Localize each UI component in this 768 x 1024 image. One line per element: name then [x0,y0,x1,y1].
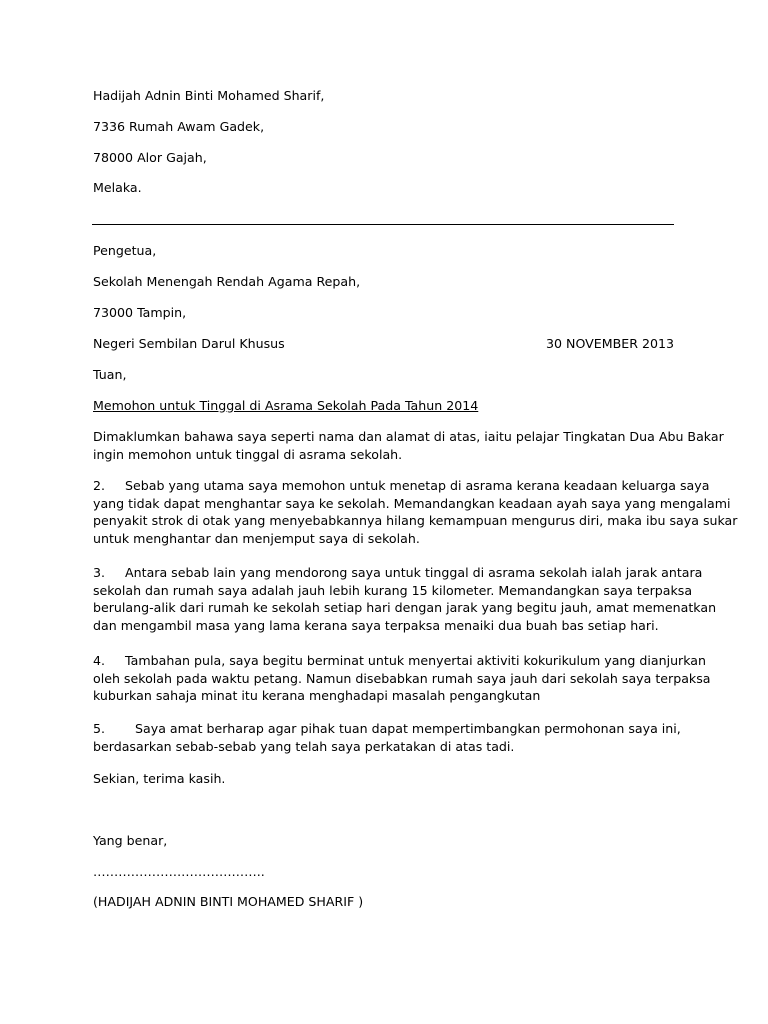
paragraph-1-line-2: ingin memohon untuk tinggal di asrama sekolah. [93,446,403,462]
recipient-title: Pengetua, [93,243,157,258]
signature-name: (HADIJAH ADNIN BINTI MOHAMED SHARIF ) [93,894,364,909]
recipient-postcode: 73000 Tampin, [93,305,187,320]
paragraph-5-number: 5. [93,721,106,736]
paragraph-5 [93,720,681,755]
separator-line [92,224,674,225]
paragraph-4 [93,652,711,705]
sender-state: Melaka. [93,180,142,195]
paragraph-2-line-1 [93,477,710,495]
paragraph-4-line-2: oleh sekolah pada waktu petang. Namun disebabkan rumah saya jauh dari sekolah saya terpaksa [93,670,711,686]
sender-name: Hadijah Adnin Binti Mohamed Sharif, [93,88,325,103]
paragraph-2-line-2: yang tidak dapat menghantar saya ke sekolah. Memandangkan keadaan ayah saya yang mengalami [93,495,731,511]
paragraph-2-line-1-text: Sebab yang utama saya memohon untuk menetap di asrama kerana keadaan keluarga saya [125,478,710,493]
paragraph-5-line-1-text: Saya amat berharap agar pihak tuan dapat mempertimbangkan permohonan saya ini, [135,721,681,736]
paragraph-2-line-4: untuk menghantar dan menjemput saya di sekolah. [93,530,420,546]
closing-text: Sekian, terima kasih. [93,771,226,786]
paragraph-2-number: 2. [93,478,106,493]
paragraph-3-line-3: berulang-alik dari rumah ke sekolah setiap hari dengan jarak yang begitu jauh, amat memenatkan [93,600,717,615]
sender-address-line-1: 7336 Rumah Awam Gadek, [93,119,265,134]
paragraph-3-line-1 [93,564,703,582]
paragraph-3-line-2: sekolah dan rumah saya adalah jauh lebih kurang 15 kilometer. Memandangkan saya terpaksa [93,582,693,598]
signoff-text: Yang benar, [93,833,168,848]
signature-line: ………………………………….. [93,864,265,879]
paragraph-3-number: 3. [93,565,106,580]
letter-subject: Memohon untuk Tinggal di Asrama Sekolah Pada Tahun 2014 [93,398,479,413]
paragraph-4-line-3: kuburkan sahaja minat itu kerana menghadapi masalah pengangkutan [93,688,541,703]
paragraph-1-line-1: Dimaklumkan bahawa saya seperti nama dan alamat di atas, iaitu pelajar Tingkatan Dua Abu Bakar [93,429,724,444]
paragraph-4-line-1 [93,652,707,670]
paragraph-1 [93,428,724,463]
recipient-school: Sekolah Menengah Rendah Agama Repah, [93,274,361,289]
sender-address-line-2: 78000 Alor Gajah, [93,150,207,165]
recipient-state: Negeri Sembilan Darul Khusus [93,336,285,351]
paragraph-4-number: 4. [93,653,106,668]
paragraph-5-line-2: berdasarkan sebab-sebab yang telah saya perkatakan di atas tadi. [93,738,515,754]
paragraph-2-line-3: penyakit strok di otak yang menyebabkannya hilang kemampuan mengurus diri, maka ibu saya sukar [93,513,738,528]
paragraph-5-line-1 [93,720,681,738]
salutation: Tuan, [93,367,127,382]
paragraph-3-line-4: dan mengambil masa yang lama kerana saya terpaksa menaiki dua buah bas setiap hari. [93,617,659,633]
paragraph-3 [93,564,717,634]
paragraph-3-line-1-text: Antara sebab lain yang mendorong saya untuk tinggal di asrama sekolah ialah jarak antara [125,565,703,580]
paragraph-4-line-1-text: Tambahan pula, saya begitu berminat untuk menyertai aktiviti kokurikulum yang dianjurkan [125,653,707,668]
paragraph-2 [93,477,738,547]
letter-date: 30 NOVEMBER 2013 [546,336,674,351]
